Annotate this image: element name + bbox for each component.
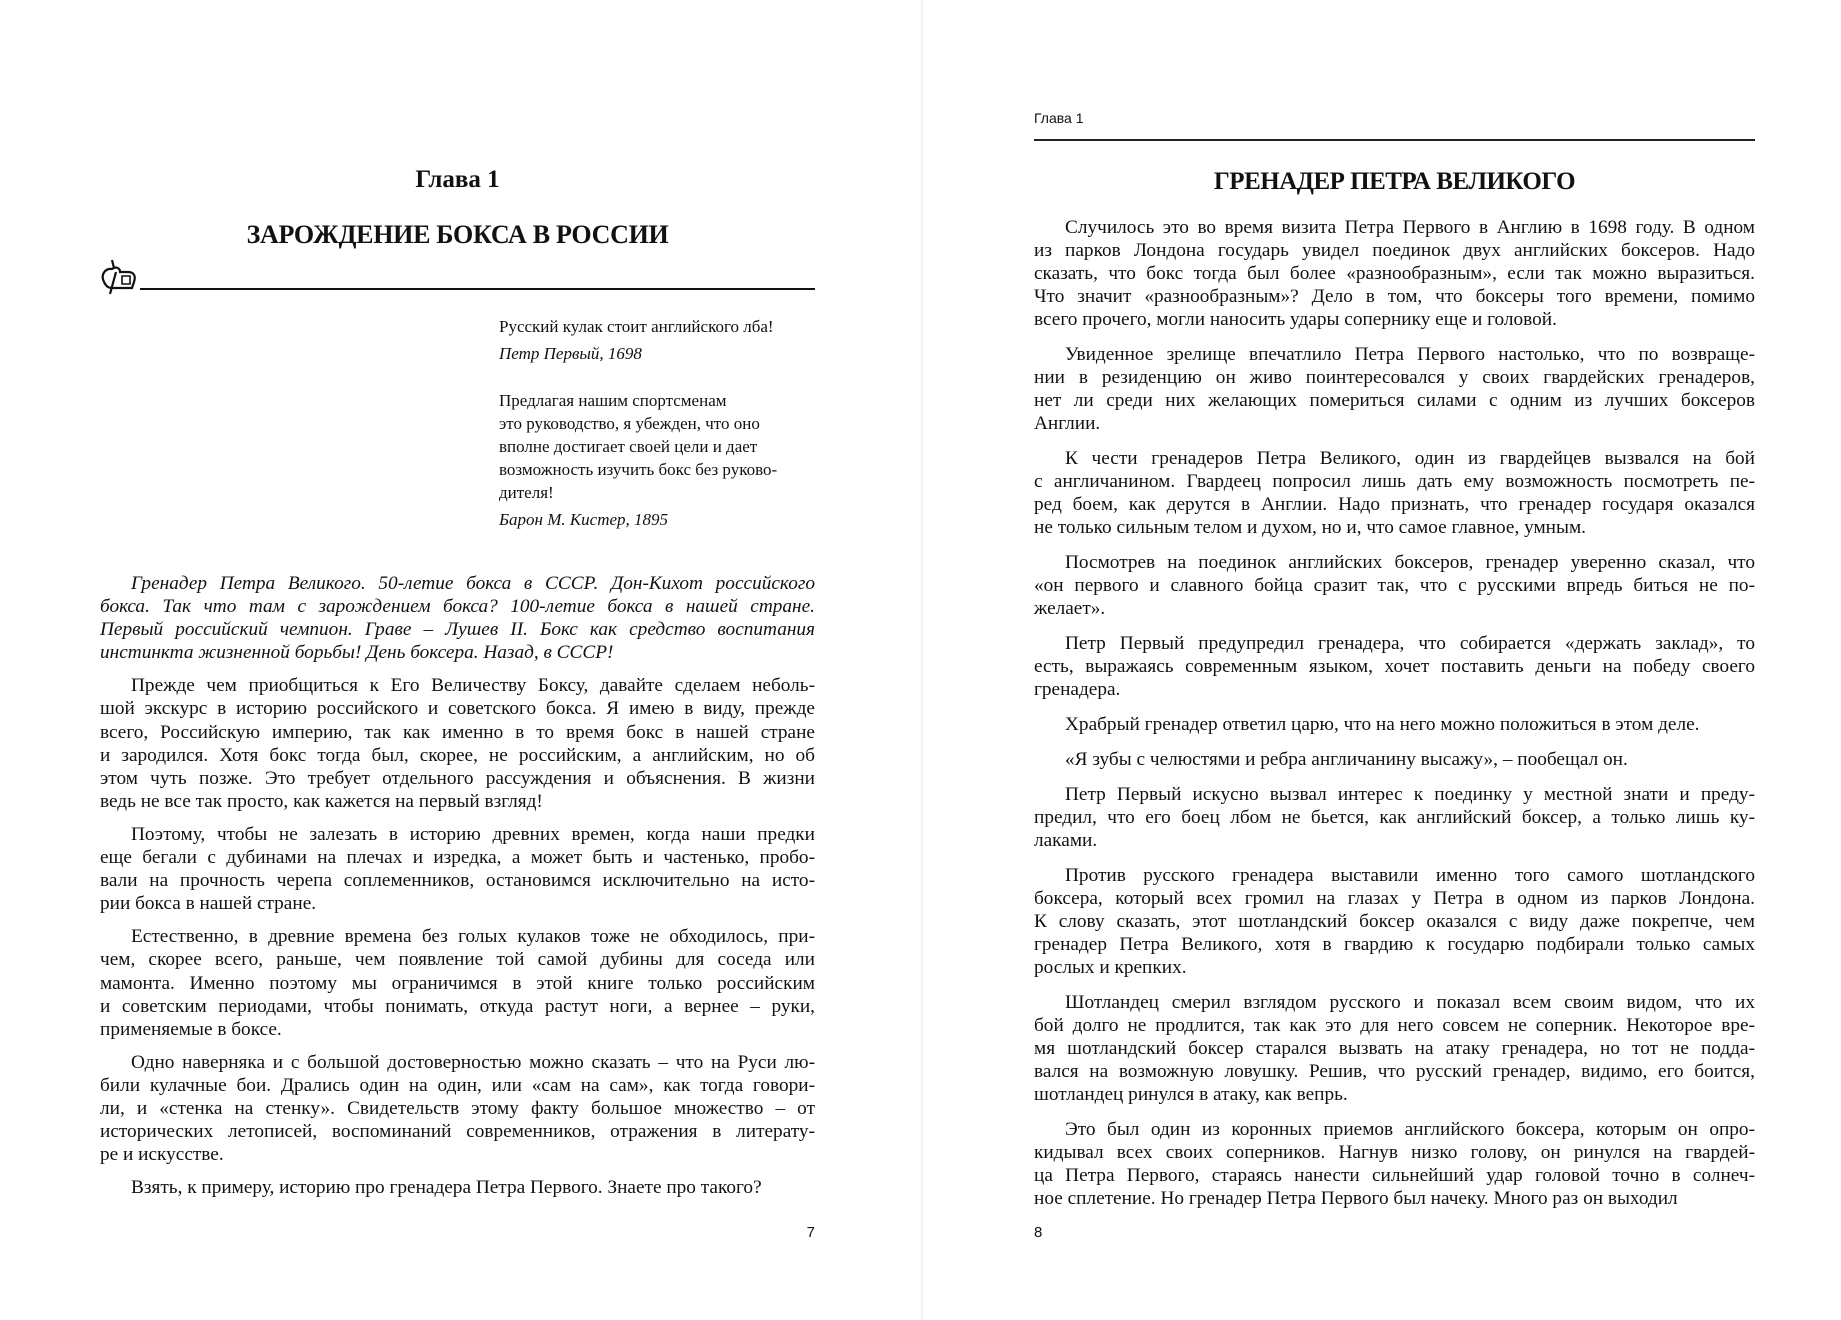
text-line: исторических летописей, воспоминаний современников, отражения в литерату-: [100, 1121, 815, 1143]
text-line: нии в резиденцию он живо поинтересовался у своих гвардейских гренадеров,: [1034, 367, 1755, 388]
body-paragraph: [100, 1176, 815, 1199]
epigraph-line: вполне достигает своей цели и дает: [499, 437, 758, 456]
text-line: Петр Первый искусно вызвал интерес к поединку у местной знати и преду-: [1065, 784, 1755, 805]
text-line: Прежде чем приобщиться к Его Величеству Боксу, давайте сделаем неболь-: [131, 675, 815, 697]
text-line: есть, выражаясь современным языком, хочет поставить деньги на победу своего: [1034, 656, 1755, 677]
body-paragraph: [100, 674, 815, 813]
text-line: гренадера.: [1034, 679, 1121, 700]
text-line: ли, и «стенка на стенку». Свидетельств этому факту большое множество – от: [100, 1097, 815, 1119]
text-line: вали на прочность черепа соплеменников, остановимся исключительно на исто-: [100, 870, 815, 892]
text-line: применяемые в боксе.: [100, 1018, 282, 1040]
text-line: всего, Российскую империю, так как именно в то время бокс в нашей стране: [100, 721, 815, 743]
text-line: ведь не все так просто, как кажется на первый взгляд!: [100, 790, 543, 812]
text-line: ное сплетение. Но гренадер Петра Первого был начеку. Много раз он выходил: [1034, 1188, 1678, 1209]
epigraph-line: Русский кулак стоит английского лба!: [499, 317, 774, 336]
text-line: сказать, что бокс тогда был более «разнообразным», если так можно выразиться.: [1034, 263, 1755, 284]
body-paragraph: [1034, 632, 1755, 701]
epigraph-2: [499, 389, 819, 531]
text-line: Увиденное зрелище впечатлило Петра Первого настолько, что по возвраще-: [1065, 344, 1755, 365]
epigraph-line: дителя!: [499, 483, 554, 502]
page-number: 7: [806, 1224, 815, 1241]
body-paragraph: [100, 925, 815, 1040]
text-line: желает».: [1034, 598, 1106, 619]
boxing-glove-icon: [98, 256, 142, 296]
right-body-text: [1034, 216, 1755, 1210]
epigraph-line: Предлагая нашим спортсменам: [499, 391, 727, 410]
epigraph-attribution: Барон М. Кистер, 1895: [499, 510, 669, 529]
text-line: Случилось это во время визита Петра Первого в Англию в 1698 году. В одном: [1065, 217, 1755, 238]
text-line: «он первого и славного бойца сразит так, что с русскими впредь биться не по-: [1034, 575, 1755, 596]
text-line: всего прочего, могли наносить удары сопернику еще и головой.: [1034, 309, 1557, 330]
body-paragraph: [1034, 991, 1755, 1106]
text-line: Взять, к примеру, историю про гренадера Петра Первого. Знаете про такого?: [131, 1177, 762, 1199]
running-header: Глава 1: [1034, 110, 1084, 126]
body-paragraph: [1034, 447, 1755, 539]
text-line: Посмотрев на поединок английских боксеров, гренадер уверенно сказал, что: [1065, 552, 1755, 573]
section-title: ГРЕНАДЕР ПЕТРА ВЕЛИКОГО: [1213, 168, 1576, 195]
text-line: Шотландец смерил взглядом русского и показал всем своим видом, что их: [1065, 992, 1755, 1013]
text-line: не только сильным телом и духом, но и, что самое главное, умным.: [1034, 517, 1586, 538]
epigraph-line: это руководство, я убежден, что оно: [499, 414, 760, 433]
text-line: чем, скорее всего, раньше, чем появление той самой дубины для соседа или: [100, 949, 815, 971]
chapter-title: ЗАРОЖДЕНИЕ БОКСА В РОССИИ: [246, 220, 669, 249]
page-number: 8: [1034, 1224, 1043, 1241]
body-paragraph: [1034, 748, 1755, 771]
text-line: Поэтому, чтобы не залезать в историю древних времен, когда наши предки: [131, 823, 815, 845]
text-line: этом чуть позже. Это требует отдельного рассуждения и объяснения. В жизни: [100, 767, 815, 789]
text-line: Что значит «разнообразным»? Дело в том, что боксеры того времени, помимо: [1034, 286, 1755, 307]
text-line: К слову сказать, этот шотландский боксер оказался с виду даже покрепче, чем: [1034, 911, 1755, 932]
text-line: с англичанином. Гвардеец попросил лишь дать ему возможность посмотреть пе-: [1034, 471, 1755, 492]
body-paragraph: [1034, 216, 1755, 331]
text-line: ред боем, как дерутся в Англии. Надо признать, что гренадер государя оказался: [1034, 494, 1755, 515]
text-line: боксера, который всех громил на глазах у Петра в одном из парков Лондона.: [1034, 888, 1755, 909]
epigraph-attribution: Петр Первый, 1698: [499, 344, 642, 363]
text-line: Гренадер Петра Великого. 50-летие бокса в СССР. Дон-Кихот российского: [131, 573, 815, 594]
text-line: Одно наверняка и с большой достоверностью можно сказать – что на Руси лю-: [131, 1051, 815, 1073]
epigraph-1: [499, 315, 819, 365]
text-line: били кулачные бои. Дрались один на один, или «сам на сам», как тогда говори-: [100, 1074, 815, 1096]
text-line: «Я зубы с челюстями и ребра англичанину высажу», – пообещал он.: [1065, 749, 1628, 770]
text-line: рослых и крепких.: [1034, 957, 1187, 978]
body-paragraph: [1034, 713, 1755, 736]
text-line: вался на возможную ловушку. Решив, что русский гренадер, видимо, его боится,: [1034, 1061, 1755, 1082]
body-paragraph: [1034, 783, 1755, 852]
body-paragraph: [100, 823, 815, 915]
text-line: лаками.: [1034, 830, 1098, 851]
text-line: Это был один из коронных приемов английского боксера, которым он опро-: [1065, 1119, 1755, 1140]
body-paragraph: [1034, 864, 1755, 979]
text-line: кидывал всех своих соперников. Нагнув низко голову, он ринулся на гвардей-: [1034, 1142, 1755, 1163]
text-line: предил, что его боец лбом не бьется, как английский боксер, а только лишь ку-: [1034, 807, 1755, 828]
text-line: Англии.: [1034, 413, 1101, 434]
chapter-rule: [140, 288, 815, 290]
text-line: шотландец ринулся в атаку, как вепрь.: [1034, 1084, 1348, 1105]
body-paragraph: [1034, 1118, 1755, 1210]
text-line: шой экскурс в историю российского и советского бокса. Я имею в виду, прежде: [100, 698, 815, 720]
text-line: Против русского гренадера выставили именно того самого шотландского: [1065, 865, 1755, 886]
chapter-summary-paragraph: [100, 572, 815, 664]
text-line: еще бегали с дубинами на плечах и изредка, а может быть и частенько, пробо-: [100, 847, 815, 869]
text-line: и советским периодами, чтобы понимать, откуда растут ноги, а вернее – руки,: [100, 995, 815, 1017]
text-line: К чести гренадеров Петра Великого, один из гвардейцев вызвался на бой: [1065, 448, 1755, 469]
text-line: нет ли среди них желающих помериться силами с одним из лучших боксеров: [1034, 390, 1755, 411]
text-line: мя шотландский боксер старался вызвать на атаку гренадера, но тот не подда-: [1034, 1038, 1755, 1059]
text-line: мамонта. Именно поэтому мы ограничимся в этой книге только российским: [100, 972, 815, 994]
epigraph-line: возможность изучить бокс без руково-: [499, 460, 778, 479]
text-line: и зародился. Хотя бокс тогда был, скорее, не российским, а английским, но об: [100, 744, 815, 766]
text-line: ца Петра Первого, стараясь нанести сильнейший удар головой точно в солнеч-: [1034, 1165, 1755, 1186]
body-paragraph: [1034, 343, 1755, 435]
chapter-number: Глава 1: [415, 166, 500, 193]
text-line: рии бокса в нашей стране.: [100, 893, 317, 915]
right-page: [923, 0, 1841, 1320]
text-line: Петр Первый предупредил гренадера, что собирается «держать заклад», то: [1065, 633, 1755, 654]
text-line: ре и искусстве.: [100, 1144, 224, 1166]
text-line: бокса. Так что там с зарождением бокса? 100-летие бокса в нашей стране.: [100, 596, 815, 618]
text-line: Первый российский чемпион. Граве – Лушев II. Бокс как средство воспитания: [100, 619, 815, 641]
text-line: бой долго не продлится, так как это для него совсем не соперник. Некоторое вре-: [1034, 1015, 1755, 1036]
header-rule: [1034, 139, 1755, 141]
text-line: из парков Лондона государь увидел поединок двух английских боксеров. Надо: [1034, 240, 1755, 261]
text-line: гренадер Петра Великого, хотя в гвардию к государю подбирали только самых: [1034, 934, 1755, 955]
text-line: Храбрый гренадер ответил царю, что на него можно положиться в этом деле.: [1065, 714, 1700, 735]
left-body-text: [100, 572, 815, 1199]
text-line: Естественно, в древние времена без голых кулаков тоже не обходилось, при-: [131, 926, 815, 948]
text-line: инстинкта жизненной борьбы! День боксера. Назад, в СССР!: [100, 642, 614, 664]
body-paragraph: [100, 1051, 815, 1166]
body-paragraph: [1034, 551, 1755, 620]
epigraphs: [499, 315, 819, 531]
